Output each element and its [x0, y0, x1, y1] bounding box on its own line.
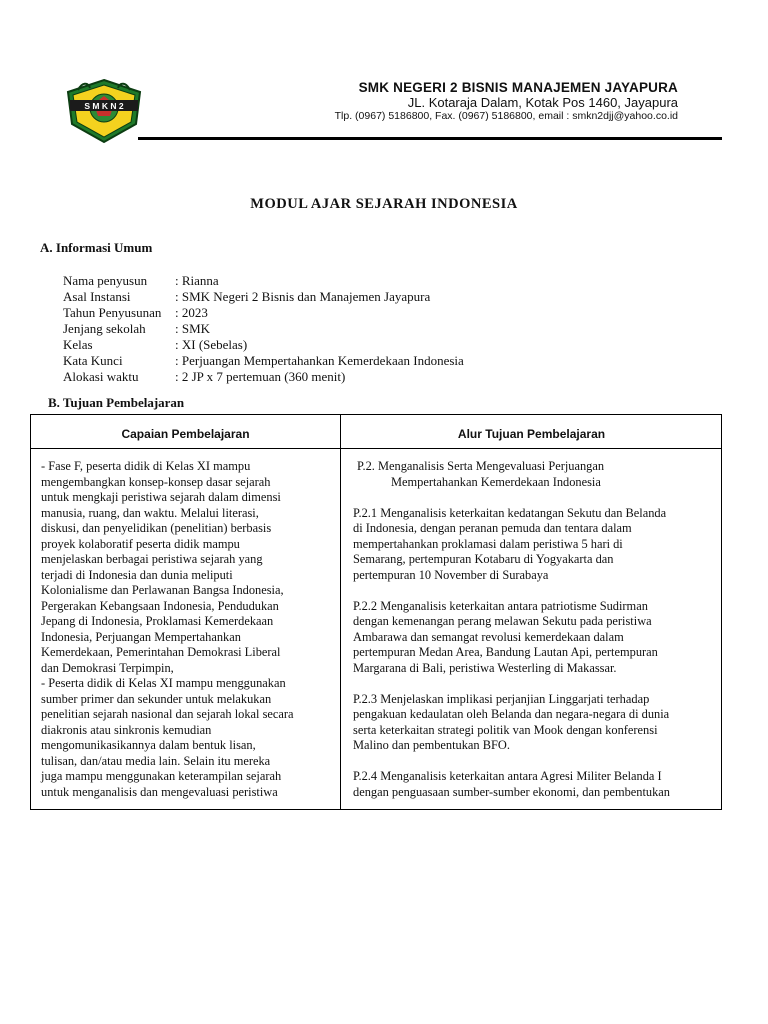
info-label: Tahun Penyusunan [63, 305, 162, 320]
info-value: : SMK [175, 321, 211, 336]
info-label: Jenjang sekolah [63, 321, 146, 336]
info-label: Asal Instansi [63, 289, 131, 304]
alur-paragraph-line: P.2.3 Menjelaskan implikasi perjanjian Linggarjati terhadap [353, 691, 650, 706]
alur-paragraph-line: mempertahankan proklamasi dalam peristiwa 5 hari di [353, 536, 623, 551]
alur-paragraph-line: P.2.2 Menganalisis keterkaitan antara patriotisme Sudirman [353, 598, 648, 613]
capaian-text-line: mengembangkan konsep-konsep dasar sejarah [41, 474, 271, 489]
alur-paragraph-line: pertempuran Medan Area, Bandung Lautan Api, pertempuran [353, 645, 658, 659]
info-value: : Rianna [175, 273, 219, 288]
alur-paragraph-line: P.2.1 Menganalisis keterkaitan kedatangan Sekutu dan Belanda [353, 505, 667, 520]
info-value: : SMK Negeri 2 Bisnis dan Manajemen Jayapura [175, 289, 431, 304]
capaian-text-line: penelitian sejarah nasional dan sejarah lokal secara [41, 707, 294, 721]
alur-paragraph-line: dengan kemenangan perang melawan Sekutu pada peristiwa [353, 614, 652, 628]
capaian-text-line: dan Demokrasi Terpimpin, [41, 660, 174, 675]
info-row [63, 369, 464, 385]
alur-paragraph-line: dengan penguasaan sumber-sumber ekonomi, dan pembentukan [353, 784, 670, 799]
capaian-text-line: - Peserta didik di Kelas XI mampu menggunakan [41, 676, 286, 690]
capaian-text-line: sumber primer dan sekunder untuk melakukan [41, 691, 272, 706]
alur-paragraph-line: Semarang, pertempuran Kotabaru di Yogyakarta dan [353, 552, 614, 566]
info-row [63, 273, 464, 289]
section-a-heading: A. Informasi Umum [40, 240, 153, 255]
capaian-text-line: menjelaskan berbagai peristiwa sejarah yang [41, 552, 263, 566]
capaian-text-line: terjadi di Indonesia dan dunia meliputi [41, 567, 233, 582]
section-b-heading: B. Tujuan Pembelajaran [48, 395, 185, 410]
alur-paragraph-line: Ambarawa dan semangat revolusi kemerdekaan dalam [353, 629, 624, 644]
table-header-capaian: Capaian Pembelajaran [121, 427, 250, 441]
capaian-text-line: Pergerakan Kebangsaan Indonesia, Pendudukan [41, 598, 279, 613]
alur-paragraph-line: P.2.4 Menganalisis keterkaitan antara Agresi Militer Belanda I [353, 769, 662, 783]
alur-paragraph-line: di Indonesia, dengan peranan pemuda dan tentara dalam [353, 521, 632, 535]
capaian-text-line: diakronis atau sinkronis kemudian [41, 722, 212, 737]
info-value: : 2 JP x 7 pertemuan (360 menit) [175, 369, 346, 384]
info-label: Alokasi waktu [63, 369, 139, 384]
capaian-text-line: tulisan, dan/atau media lain. Selain itu mereka [41, 753, 271, 768]
alur-intro-line: P.2. Menganalisis Serta Mengevaluasi Perjuangan [357, 459, 605, 473]
alur-paragraph-line: Malino dan pembentukan BFO. [353, 738, 510, 752]
info-row [63, 337, 464, 353]
capaian-text-line: - Fase F, peserta didik di Kelas XI mampu [41, 459, 251, 473]
school-name: SMK NEGERI 2 BISNIS MANAJEMEN JAYAPURA [358, 80, 678, 95]
capaian-text-line: Kolonialisme dan Perlawanan Bangsa Indonesia, [41, 583, 284, 597]
school-logo [64, 78, 144, 144]
info-value: : 2023 [175, 305, 208, 320]
school-contact: Tlp. (0967) 5186800, Fax. (0967) 5186800, email : smkn2djj@yahoo.co.id [334, 110, 678, 122]
logo-text: S M K N 2 [84, 101, 124, 111]
learning-objectives-table [30, 414, 722, 810]
capaian-text-line: Kemerdekaan, Pemerintahan Demokrasi Liberal [41, 645, 281, 659]
info-row [63, 353, 464, 369]
general-info-list [63, 273, 464, 385]
table-header-alur: Alur Tujuan Pembelajaran [457, 427, 606, 441]
info-label: Kata Kunci [63, 353, 123, 368]
capaian-text-line: Indonesia, Perjuangan Mempertahankan [41, 629, 241, 644]
header-divider [138, 137, 722, 140]
capaian-cell [41, 459, 337, 800]
capaian-text-line: manusia, ruang, dan waktu. Melalui literasi, [41, 505, 259, 520]
capaian-text-line: Jepang di Indonesia, Proklamasi Kemerdekaan [41, 614, 274, 628]
alur-paragraph-line: pengakuan kedaulatan oleh Belanda dan negara-negara di dunia [353, 707, 670, 721]
info-row [63, 321, 464, 337]
alur-paragraph-line: pertempuran 10 November di Surabaya [353, 567, 549, 582]
document-title: MODUL AJAR SEJARAH INDONESIA [250, 196, 518, 212]
capaian-text-line: diskusi, dan penyelidikan (penelitian) berbasis [41, 521, 272, 535]
alur-paragraph-line: serta keterkaitan strategi politik van Mook dengan konferensi [353, 722, 658, 737]
alur-paragraph-line: Margarana di Bali, peristiwa Westerling di Makassar. [353, 660, 617, 675]
capaian-text-line: untuk menganalisis dan mengevaluasi peristiwa [41, 784, 278, 799]
info-label: Kelas [63, 337, 93, 352]
capaian-text-line: juga mampu menggunakan keterampilan sejarah [41, 769, 282, 783]
table-header-divider [31, 448, 721, 449]
alur-intro-line: Mempertahankan Kemerdekaan Indonesia [391, 474, 601, 489]
info-value: : Perjuangan Mempertahankan Kemerdekaan Indonesia [175, 353, 464, 368]
table-column-divider [340, 415, 341, 809]
info-row [63, 289, 464, 305]
school-address: JL. Kotaraja Dalam, Kotak Pos 1460, Jayapura [407, 95, 678, 110]
info-row [63, 305, 464, 321]
capaian-text-line: proyek kolaboratif peserta didik mampu [41, 536, 240, 551]
info-label: Nama penyusun [63, 273, 148, 288]
capaian-text-line: mengomunikasikannya dalam bentuk lisan, [41, 738, 256, 752]
alur-cell [353, 459, 715, 800]
info-value: : XI (Sebelas) [175, 337, 248, 352]
capaian-text-line: untuk mengkaji peristiwa sejarah dalam dimensi [41, 490, 281, 504]
